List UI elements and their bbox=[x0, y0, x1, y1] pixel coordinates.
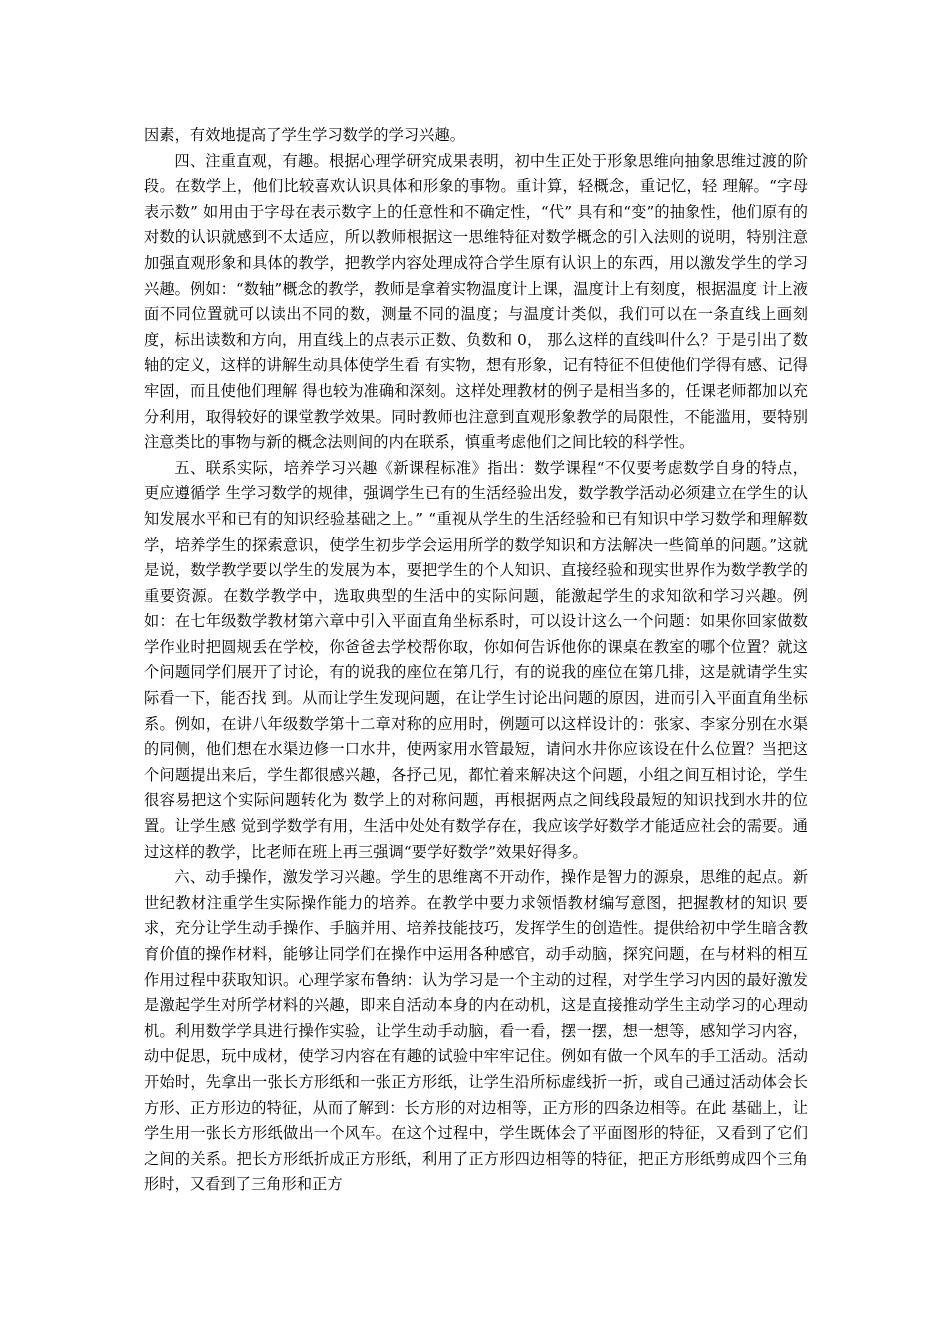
paragraph-section-six: 六、动手操作，激发学习兴趣。学生的思维离不开动作，操作是智力的源泉，思维的起点。新世纪教材注重学生实际操作能力的培养。在教学中要力求领悟教材编写意图，把握教材的知识 要求，充分让学生动手操作、手脑并用、培养技能技巧，发挥学生的创造性。提供给初中学生暗含教育价值的操作材料，能够让同学们在操作中运用各种感官，动手动脑，探究问题，在与材料的相互作用过程中获取知识。心理学家布鲁纳：认为学习是一个主动的过程，对学生学习内因的最好激发是激起学生对所学材料的兴趣，即来自活动本身的内在动机，这是直接推动学生主动学习的心理动机。利用数学学具进行操作实验，让学生动手动脑，看一看，摆一摆，想一想等，感知学习内容，动中促思，玩中成材，使学习内容在有趣的试验中牢牢记住。例如有做一个风车的手工活动。活动开始时，先拿出一张长方形纸和一张正方形纸，让学生沿所标虚线折一折，或自己通过活动体会长方形、正方形边的特征，从而了解到：长方形的对边相等，正方形的四条边相等。在此 基础上，让学生用一张长方形纸做出一个风车。在这个过程中，学生既体会了平面图形的特征，又看到了它们之间的关系。把长方形纸折成正方形纸，利用了正方形四边相等的特征，把正方形纸剪成四个三角形时，又看到了三角形和正方 bbox=[144, 868, 808, 1194]
document-body bbox=[144, 123, 808, 1198]
paragraph-section-four: 四、注重直观，有趣。根据心理学研究成果表明，初中生正处于形象思维向抽象思维过渡的阶段。在数学上，他们比较喜欢认识具体和形象的事物。重计算，轻概念，重记忆，轻 理解。“字母表示数” 如用由于字母在表示数字上的任意性和不确定性，“代” 具有和“变”的抽象性，他们原有的对数的认识就感到不太适应，所以教师根据这一思维特征对数学概念的引入法则的说明，特别注意加强直观形象和具体的教学，把教学内容处理成符合学生原有认识上的东西，用以激发学生的学习兴趣。例如：“数轴”概念的教学，教师是拿着实物温度计上课，温度计上有刻度，根据温度 计上液面不同位置就可以读出不同的数，测量不同的温度；与温度计类似，我们可以在一条直线上画刻度，标出读数和方向，用直线上的点表示正数、负数和 0， 那么这样的直线叫什么？于是引出了数轴的定义，这样的讲解生动具体使学生看 有实物，想有形象，记有特征不但使他们学得有感、记得牢固，而且使他们理解 得也较为准确和深刻。这样处理教材的例子是相当多的，任课老师都加以充分利用，取得较好的课堂教学效果。同时教师也注意到直观形象教学的局限性，不能滥用，要特别注意类比的事物与新的概念法则间的内在联系，慎重考虑他们之间比较的科学性。 bbox=[144, 151, 808, 452]
paragraph-section-five: 五、联系实际，培养学习兴趣《新课程标准》指出：数学课程“不仅要考虑数学自身的特点，更应遵循学 生学习数学的规律，强调学生已有的生活经验出发，数学教学活动必须建立在学生的认知发展水平和已有的知识经验基础之上。” “重视从学生的生活经验和已有知识中学习数学和理解数学，培养学生的探索意识，使学生初步学会运用所学的数学知识和方法解决一些简单的问题。”这就是说，数学教学要以学生的发展为本，要把学生的个人知识、直接经验和现实世界作为数学教学的重要资源。在数学教学中，选取典型的生活中的实际问题，能激起学生的求知欲和学习兴趣。例如：在七年级数学教材第六章中引入平面直角坐标系时，可以设计这么一个问题：如果你回家做数学作业时把圆规丢在学校，你爸爸去学校帮你取，你如何告诉他你的课桌在教室的哪个位置？就这个问题同学们展开了讨论，有的说我的座位在第几行，有的说我的座位在第几排，这是就请学生实际看一下，能否找 到。从而让学生发现问题，在让学生讨论出问题的原因，进而引入平面直角坐标系。例如，在讲八年级数学第十二章对称的应用时，例题可以这样设计的：张家、李家分别在水渠的同侧，他们想在水渠边修一口水井，使两家用水管最短，请问水井你应该设在什么位置？当把这个问题提出来后，学生都很感兴趣，各抒己见，都忙着来解决这个问题，小组之间互相讨论，学生很容易把这个实际问题转化为 数学上的对称问题，再根据两点之间线段最短的知识找到水井的位置。让学生感 觉到学数学有用，生活中处处有数学存在，我应该学好数学才能适应社会的需要。通过这样的教学，比老师在班上再三强调“要学好数学”效果好得多。 bbox=[144, 458, 808, 861]
paragraph-continuation: 因素，有效地提高了学生学习数学的学习兴趣。 bbox=[144, 126, 466, 144]
